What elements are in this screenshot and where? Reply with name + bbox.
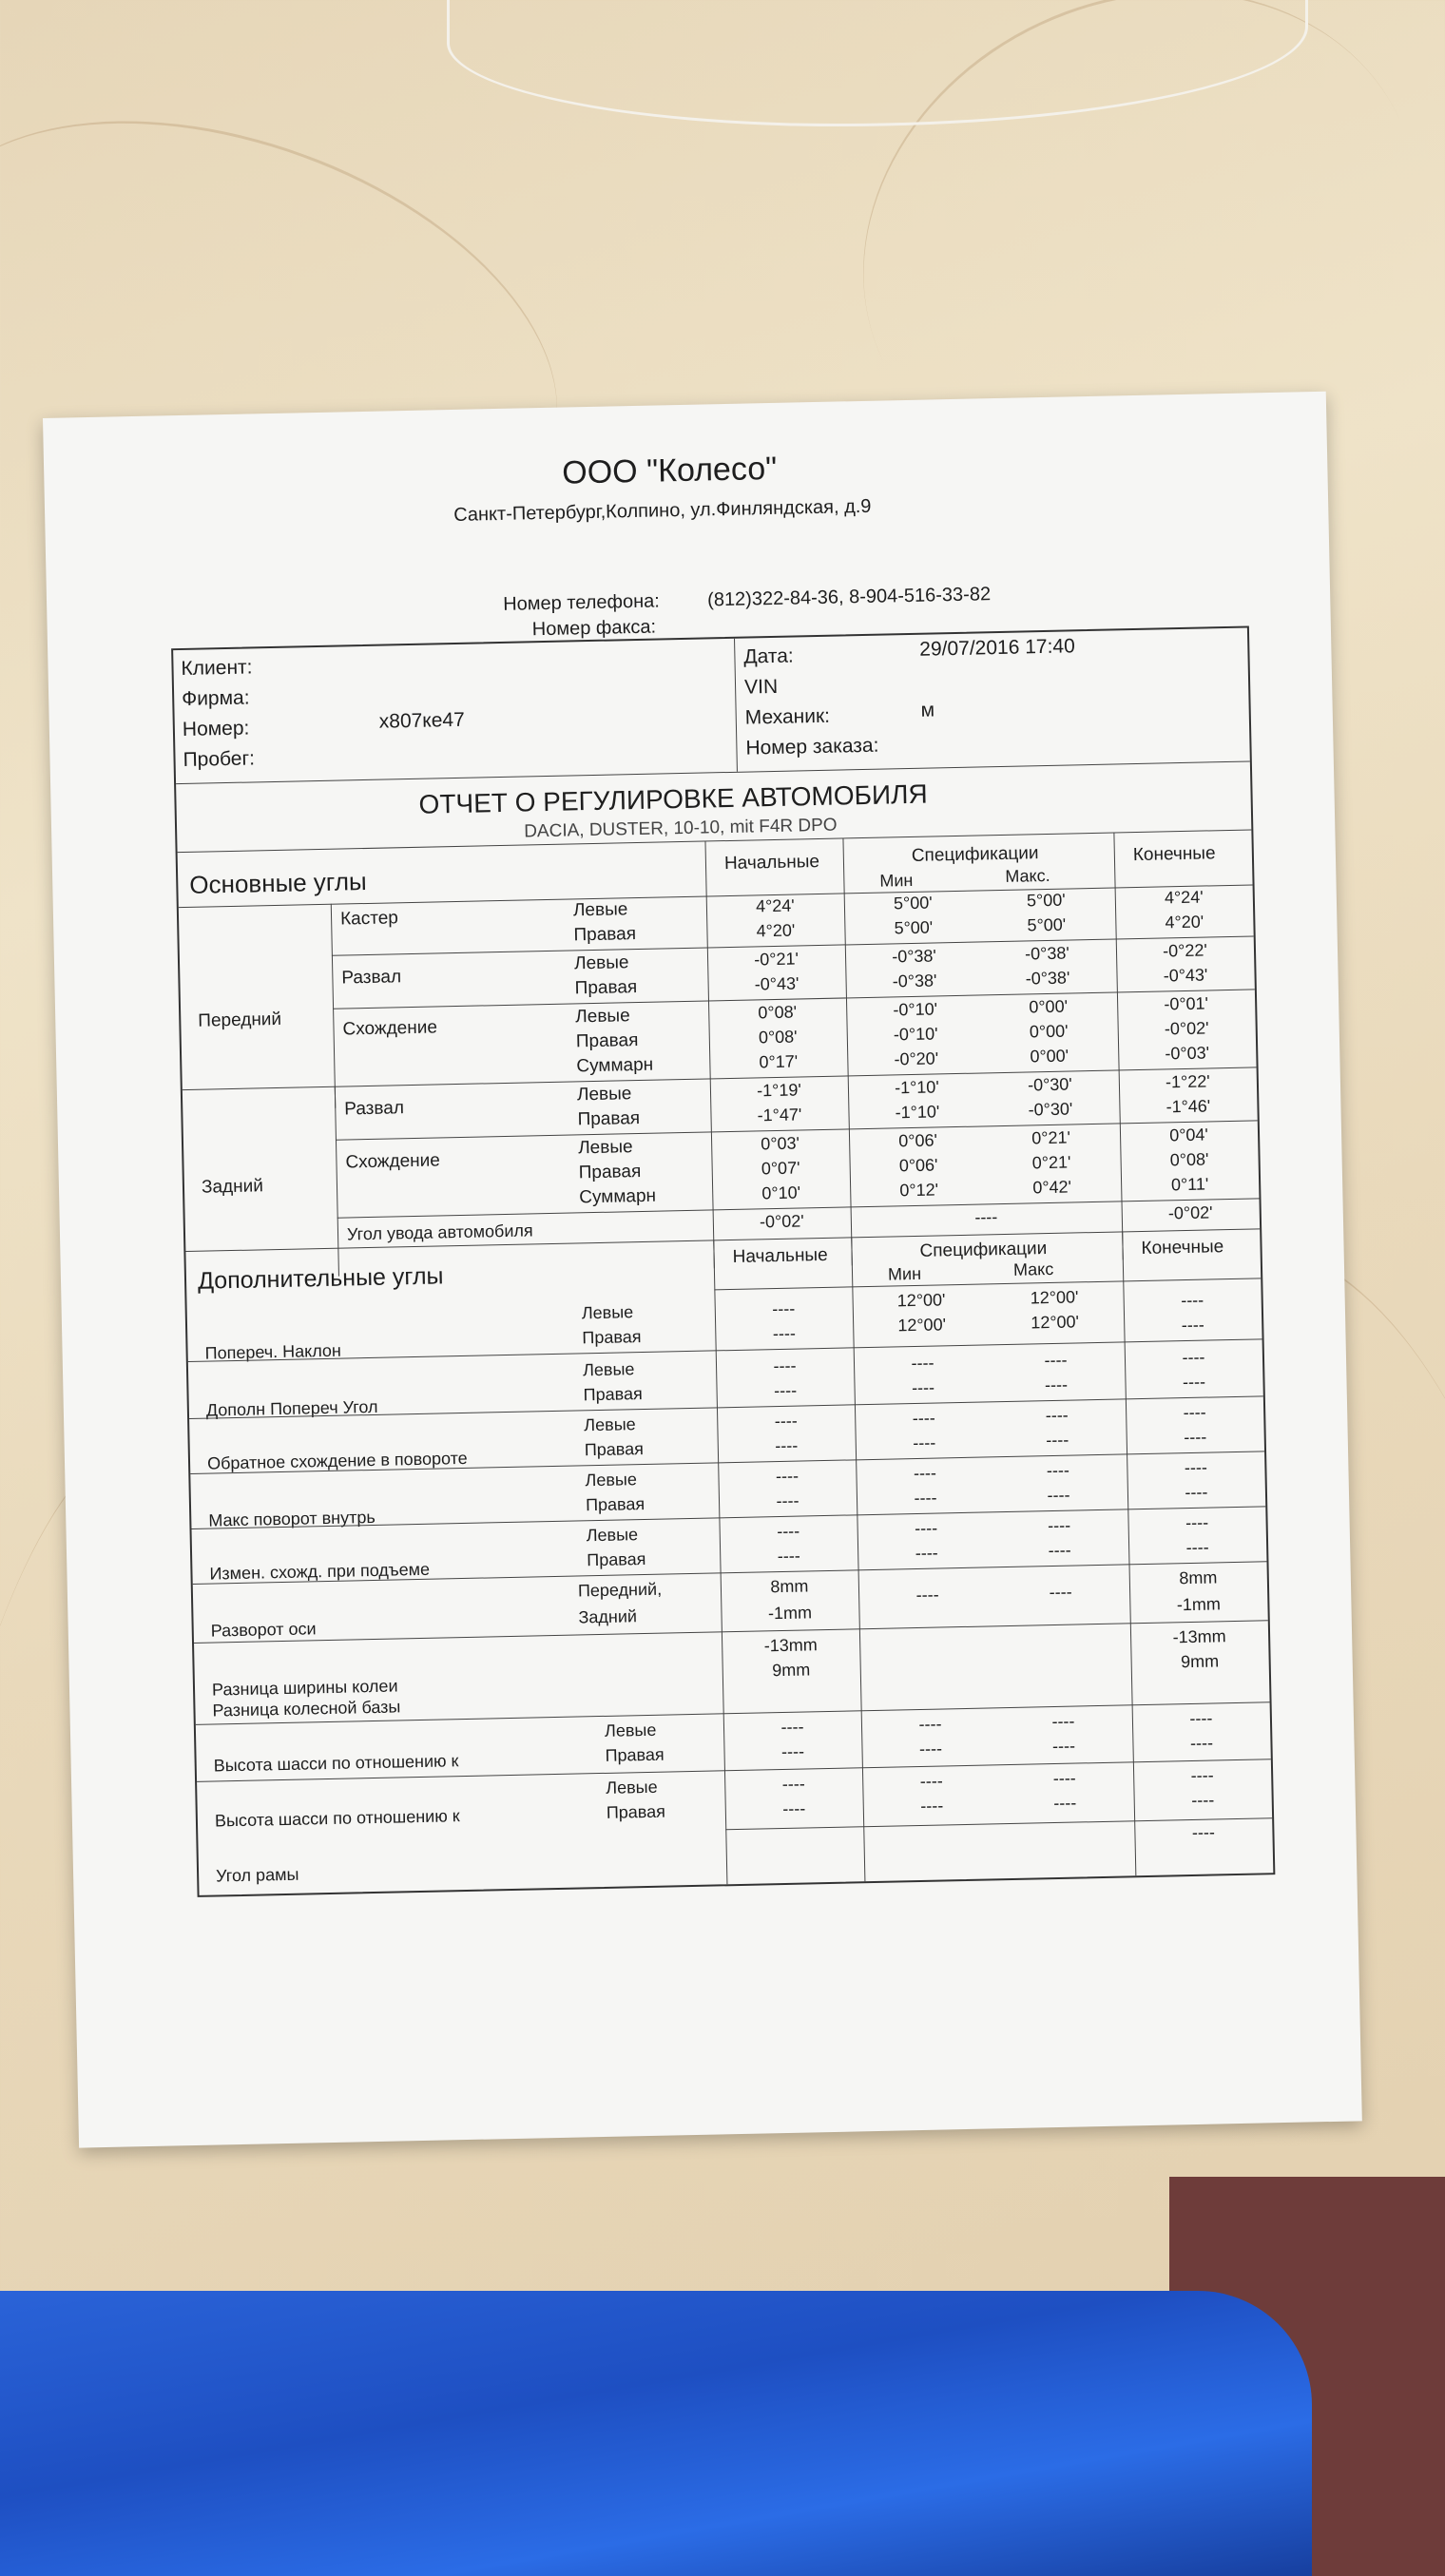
setback-initial: 8mm — [770, 1576, 809, 1597]
main-value-f: -0°22' — [1162, 940, 1208, 961]
main-value-mn: 5°00' — [894, 917, 934, 938]
main-value-i: 0°03' — [761, 1133, 800, 1154]
sai-min: 12°00' — [896, 1290, 946, 1311]
setback-front: Передний, — [577, 1579, 663, 1601]
dash-cell: ---- — [915, 1585, 939, 1605]
col-initial: Начальные — [723, 851, 820, 875]
row-left: Левые — [572, 899, 628, 921]
setback-rear: Задний — [578, 1606, 638, 1627]
main-value-f: -0°01' — [1164, 993, 1209, 1014]
dash-cell: ---- — [1185, 1482, 1208, 1503]
toot-label: Обратное схождение в повороте — [206, 1448, 468, 1473]
caster-label: Кастер — [339, 908, 399, 930]
row-left: Левые — [606, 1777, 658, 1797]
main-value-mx: 0°21' — [1031, 1127, 1071, 1148]
frame-label: Угол рамы — [215, 1864, 299, 1886]
setback-final: -1mm — [1176, 1594, 1222, 1615]
main-value-mx: -0°38' — [1024, 943, 1070, 964]
group-rear: Задний — [201, 1176, 264, 1198]
row-right: Правая — [587, 1548, 646, 1570]
extra-section-title: Дополнительные углы — [197, 1262, 444, 1295]
main-value-f: 0°11' — [1170, 1174, 1209, 1195]
dash-cell: ---- — [775, 1435, 799, 1456]
main-value-mn: -1°10' — [894, 1077, 939, 1098]
row-right: Правая — [574, 977, 638, 999]
main-value-mx: 0°42' — [1032, 1177, 1072, 1198]
main-value-mx: 0°00' — [1030, 1046, 1069, 1067]
dash-cell: ---- — [1185, 1512, 1209, 1533]
main-value-i: 0°08' — [758, 1002, 798, 1023]
report-table — [171, 625, 1275, 1896]
sai-label: Попереч. Наклон — [204, 1340, 342, 1363]
main-value-mn: 0°12' — [899, 1180, 939, 1201]
dash-cell: ---- — [1045, 1405, 1069, 1426]
main-value-f: -1°22' — [1165, 1071, 1210, 1092]
row-right: Правая — [606, 1801, 666, 1822]
dash-cell: ---- — [777, 1546, 800, 1567]
dash-cell: ---- — [1180, 1290, 1204, 1311]
dash-cell: ---- — [780, 1717, 804, 1738]
row-right: Правая — [582, 1327, 642, 1348]
main-value-mn: -0°38' — [892, 971, 937, 991]
mechanic-value: м — [920, 699, 935, 721]
row-left: Левые — [575, 1006, 630, 1028]
row-right: Правая — [585, 1493, 645, 1515]
row-total: Суммарн — [579, 1185, 657, 1208]
main-value-mn: 0°06' — [898, 1155, 938, 1176]
phone-value: (812)322-84-36, 8-904-516-33-82 — [706, 584, 992, 611]
number-label: Номер: — [182, 717, 250, 740]
vehicle-info: DACIA, DUSTER, 10-10, mit F4R DPO — [524, 815, 838, 842]
maxturn-label: Макс поворот внутрь — [208, 1507, 376, 1530]
dash-cell: ---- — [776, 1490, 800, 1511]
sai-max: 12°00' — [1031, 1312, 1080, 1333]
row-left: Левые — [584, 1414, 636, 1435]
row-right: Правая — [578, 1161, 642, 1183]
dash-cell: ---- — [774, 1411, 798, 1432]
dash-cell: ---- — [1051, 1736, 1076, 1757]
col-initial: Начальные — [732, 1244, 828, 1267]
company-name: ООО "Колесо" — [561, 450, 778, 491]
date-value: 29/07/2016 17:40 — [919, 635, 1076, 661]
row-total: Суммарн — [576, 1054, 654, 1077]
dash-cell: ---- — [1053, 1793, 1077, 1814]
col-min: Мин — [887, 1263, 922, 1284]
dash-cell: ---- — [772, 1298, 796, 1319]
row-left: Левые — [573, 952, 629, 974]
col-spec: Спецификации — [911, 843, 1039, 866]
main-value-i: 4°24' — [755, 895, 795, 916]
mileage-label: Пробег: — [183, 747, 256, 771]
main-value-mx: 0°21' — [1031, 1152, 1071, 1173]
date-label: Дата: — [743, 644, 794, 668]
main-value-mx: -0°30' — [1028, 1099, 1073, 1120]
dash-cell: ---- — [1184, 1427, 1207, 1448]
main-value-f: -0°02' — [1164, 1018, 1209, 1039]
dash-cell: ---- — [782, 1798, 806, 1819]
dash-cell: ---- — [773, 1355, 797, 1376]
height-label: Высота шасси по отношению к — [213, 1751, 459, 1776]
main-value-i: -1°19' — [756, 1080, 802, 1101]
dash-cell: ---- — [914, 1518, 938, 1539]
main-value-mn: 5°00' — [893, 893, 933, 913]
dash-cell: ---- — [1183, 1402, 1206, 1423]
main-value-i: 0°17' — [759, 1051, 799, 1072]
dash-cell: ---- — [1046, 1430, 1069, 1451]
dash-cell: ---- — [1182, 1347, 1205, 1368]
main-value-mn: -0°20' — [894, 1048, 939, 1069]
col-final: Конечные — [1141, 1237, 1224, 1259]
dash-cell: ---- — [1047, 1515, 1071, 1536]
dash-cell: ---- — [913, 1432, 936, 1453]
toe-label: Схождение — [345, 1150, 441, 1173]
wheelbase-label: Разница колесной базы — [212, 1697, 401, 1721]
dash-cell: ---- — [918, 1739, 943, 1759]
sai-max: 12°00' — [1030, 1287, 1079, 1308]
thrust-final: -0°02' — [1167, 1202, 1213, 1223]
col-min: Мин — [879, 870, 914, 891]
main-value-i: 0°07' — [761, 1158, 800, 1179]
dash-cell: ---- — [919, 1771, 943, 1791]
dash-cell: ---- — [776, 1521, 800, 1542]
camber-label: Развал — [344, 1098, 405, 1120]
main-value-f: -1°46' — [1166, 1096, 1211, 1117]
client-label: Клиент: — [181, 656, 253, 681]
paper-sheet — [43, 392, 1362, 2148]
row-right: Правая — [577, 1108, 641, 1130]
row-right: Правая — [575, 1030, 639, 1052]
main-value-i: -0°43' — [754, 973, 800, 994]
thrust-spec: ---- — [974, 1207, 998, 1227]
main-value-mx: 5°00' — [1027, 914, 1067, 935]
row-left: Левые — [585, 1470, 638, 1490]
dash-cell: ---- — [1189, 1733, 1214, 1754]
company-address: Санкт-Петербург,Колпино, ул.Финляндская, д.9 — [453, 495, 872, 526]
dash-cell: ---- — [1048, 1540, 1071, 1561]
main-value-f: 4°20' — [1165, 912, 1204, 932]
main-value-i: 0°08' — [758, 1027, 798, 1048]
dash-cell: ---- — [1052, 1768, 1076, 1789]
row-right: Правая — [605, 1744, 665, 1765]
track-initial: 9mm — [772, 1660, 811, 1681]
dash-cell: ---- — [912, 1408, 935, 1429]
report-title: ОТЧЕТ О РЕГУЛИРОВКЕ АВТОМОБИЛЯ — [418, 779, 928, 819]
main-value-i: 0°10' — [761, 1182, 801, 1203]
firm-label: Фирма: — [181, 686, 250, 711]
main-value-f: 0°04' — [1169, 1125, 1209, 1145]
dash-cell: ---- — [773, 1380, 798, 1401]
row-left: Левые — [576, 1084, 632, 1105]
main-value-mn: 0°06' — [898, 1130, 938, 1151]
row-left: Левые — [577, 1137, 633, 1159]
setback-final: 8mm — [1179, 1567, 1218, 1588]
track-final: -13mm — [1172, 1626, 1226, 1647]
dash-cell: ---- — [1181, 1315, 1204, 1336]
dash-cell: ---- — [1044, 1375, 1069, 1395]
order-label: Номер заказа: — [745, 734, 879, 759]
dash-cell: ---- — [1046, 1460, 1070, 1481]
dash-cell: ---- — [1191, 1822, 1216, 1843]
included-label: Дополн Попереч Угол — [205, 1396, 378, 1420]
thrust-initial: -0°02' — [759, 1211, 804, 1232]
main-value-mn: -0°38' — [892, 946, 937, 967]
vin-label: VIN — [743, 675, 779, 699]
col-spec: Спецификации — [919, 1239, 1048, 1261]
camber-label: Развал — [341, 967, 402, 989]
dash-cell: ---- — [1185, 1537, 1209, 1558]
number-value: х807ке47 — [378, 708, 465, 733]
row-right: Правая — [583, 1384, 643, 1405]
col-final: Конечные — [1132, 843, 1216, 866]
main-value-i: 4°20' — [756, 920, 796, 941]
track-final: 9mm — [1180, 1651, 1220, 1672]
main-value-i: -0°21' — [754, 949, 800, 970]
main-value-mx: 0°00' — [1029, 996, 1069, 1017]
main-value-mx: -0°30' — [1027, 1074, 1072, 1095]
dash-cell: ---- — [780, 1741, 805, 1762]
bump-label: Измен. схожд. при подъеме — [209, 1559, 431, 1584]
dash-cell: ---- — [1182, 1372, 1206, 1393]
main-value-mx: -0°38' — [1025, 968, 1070, 989]
dash-cell: ---- — [918, 1714, 942, 1735]
col-max: Макс. — [1005, 865, 1050, 886]
dash-cell: ---- — [1051, 1711, 1075, 1732]
setback-label: Разворот оси — [210, 1619, 317, 1641]
thrust-label: Угол увода автомобиля — [346, 1221, 533, 1244]
main-value-mx: 0°00' — [1029, 1021, 1069, 1042]
row-left: Левые — [582, 1359, 635, 1380]
dash-cell: ---- — [915, 1543, 938, 1564]
dash-cell: ---- — [1047, 1485, 1070, 1506]
main-value-f: -0°03' — [1165, 1043, 1210, 1064]
fax-label: Номер факса: — [531, 616, 657, 641]
dash-cell: ---- — [913, 1463, 937, 1484]
main-section-title: Основные углы — [188, 866, 367, 899]
dash-cell: ---- — [911, 1353, 934, 1374]
dash-cell: ---- — [914, 1488, 937, 1509]
col-max: Макс — [1012, 1259, 1054, 1279]
dash-cell: ---- — [1189, 1708, 1213, 1729]
mechanic-label: Механик: — [744, 704, 831, 729]
track-label: Разница ширины колеи — [211, 1676, 398, 1700]
main-value-i: -1°47' — [757, 1105, 802, 1125]
main-value-mn: -0°10' — [893, 999, 938, 1020]
dash-cell: ---- — [1184, 1457, 1208, 1478]
dash-cell: ---- — [1190, 1765, 1214, 1786]
main-value-mx: 5°00' — [1026, 890, 1066, 911]
height-label: Высота шасси по отношению к — [214, 1806, 460, 1831]
dash-cell: ---- — [911, 1377, 935, 1398]
row-right: Правая — [584, 1439, 645, 1460]
dash-cell: ---- — [1191, 1790, 1215, 1811]
main-value-mn: -0°10' — [893, 1024, 938, 1045]
dash-cell: ---- — [920, 1796, 944, 1816]
group-front: Передний — [198, 1009, 282, 1031]
main-value-f: 4°24' — [1164, 887, 1204, 908]
row-left: Левые — [586, 1525, 639, 1546]
dash-cell: ---- — [775, 1466, 800, 1487]
toe-label: Схождение — [342, 1017, 438, 1040]
main-value-f: -0°43' — [1163, 965, 1208, 986]
dash-cell: ---- — [1049, 1582, 1072, 1603]
track-initial: -13mm — [763, 1635, 818, 1656]
phone-label: Номер телефона: — [502, 590, 661, 615]
blue-fabric — [0, 2291, 1312, 2576]
dash-cell: ---- — [1044, 1350, 1068, 1371]
setback-initial: -1mm — [767, 1603, 813, 1624]
dash-cell: ---- — [781, 1774, 805, 1795]
row-left: Левые — [604, 1720, 657, 1740]
row-left: Левые — [581, 1302, 634, 1323]
main-value-mn: -1°10' — [895, 1102, 940, 1123]
sai-min: 12°00' — [897, 1315, 947, 1336]
dash-cell: ---- — [772, 1323, 797, 1344]
row-right: Правая — [573, 924, 637, 946]
main-value-f: 0°08' — [1169, 1149, 1209, 1170]
